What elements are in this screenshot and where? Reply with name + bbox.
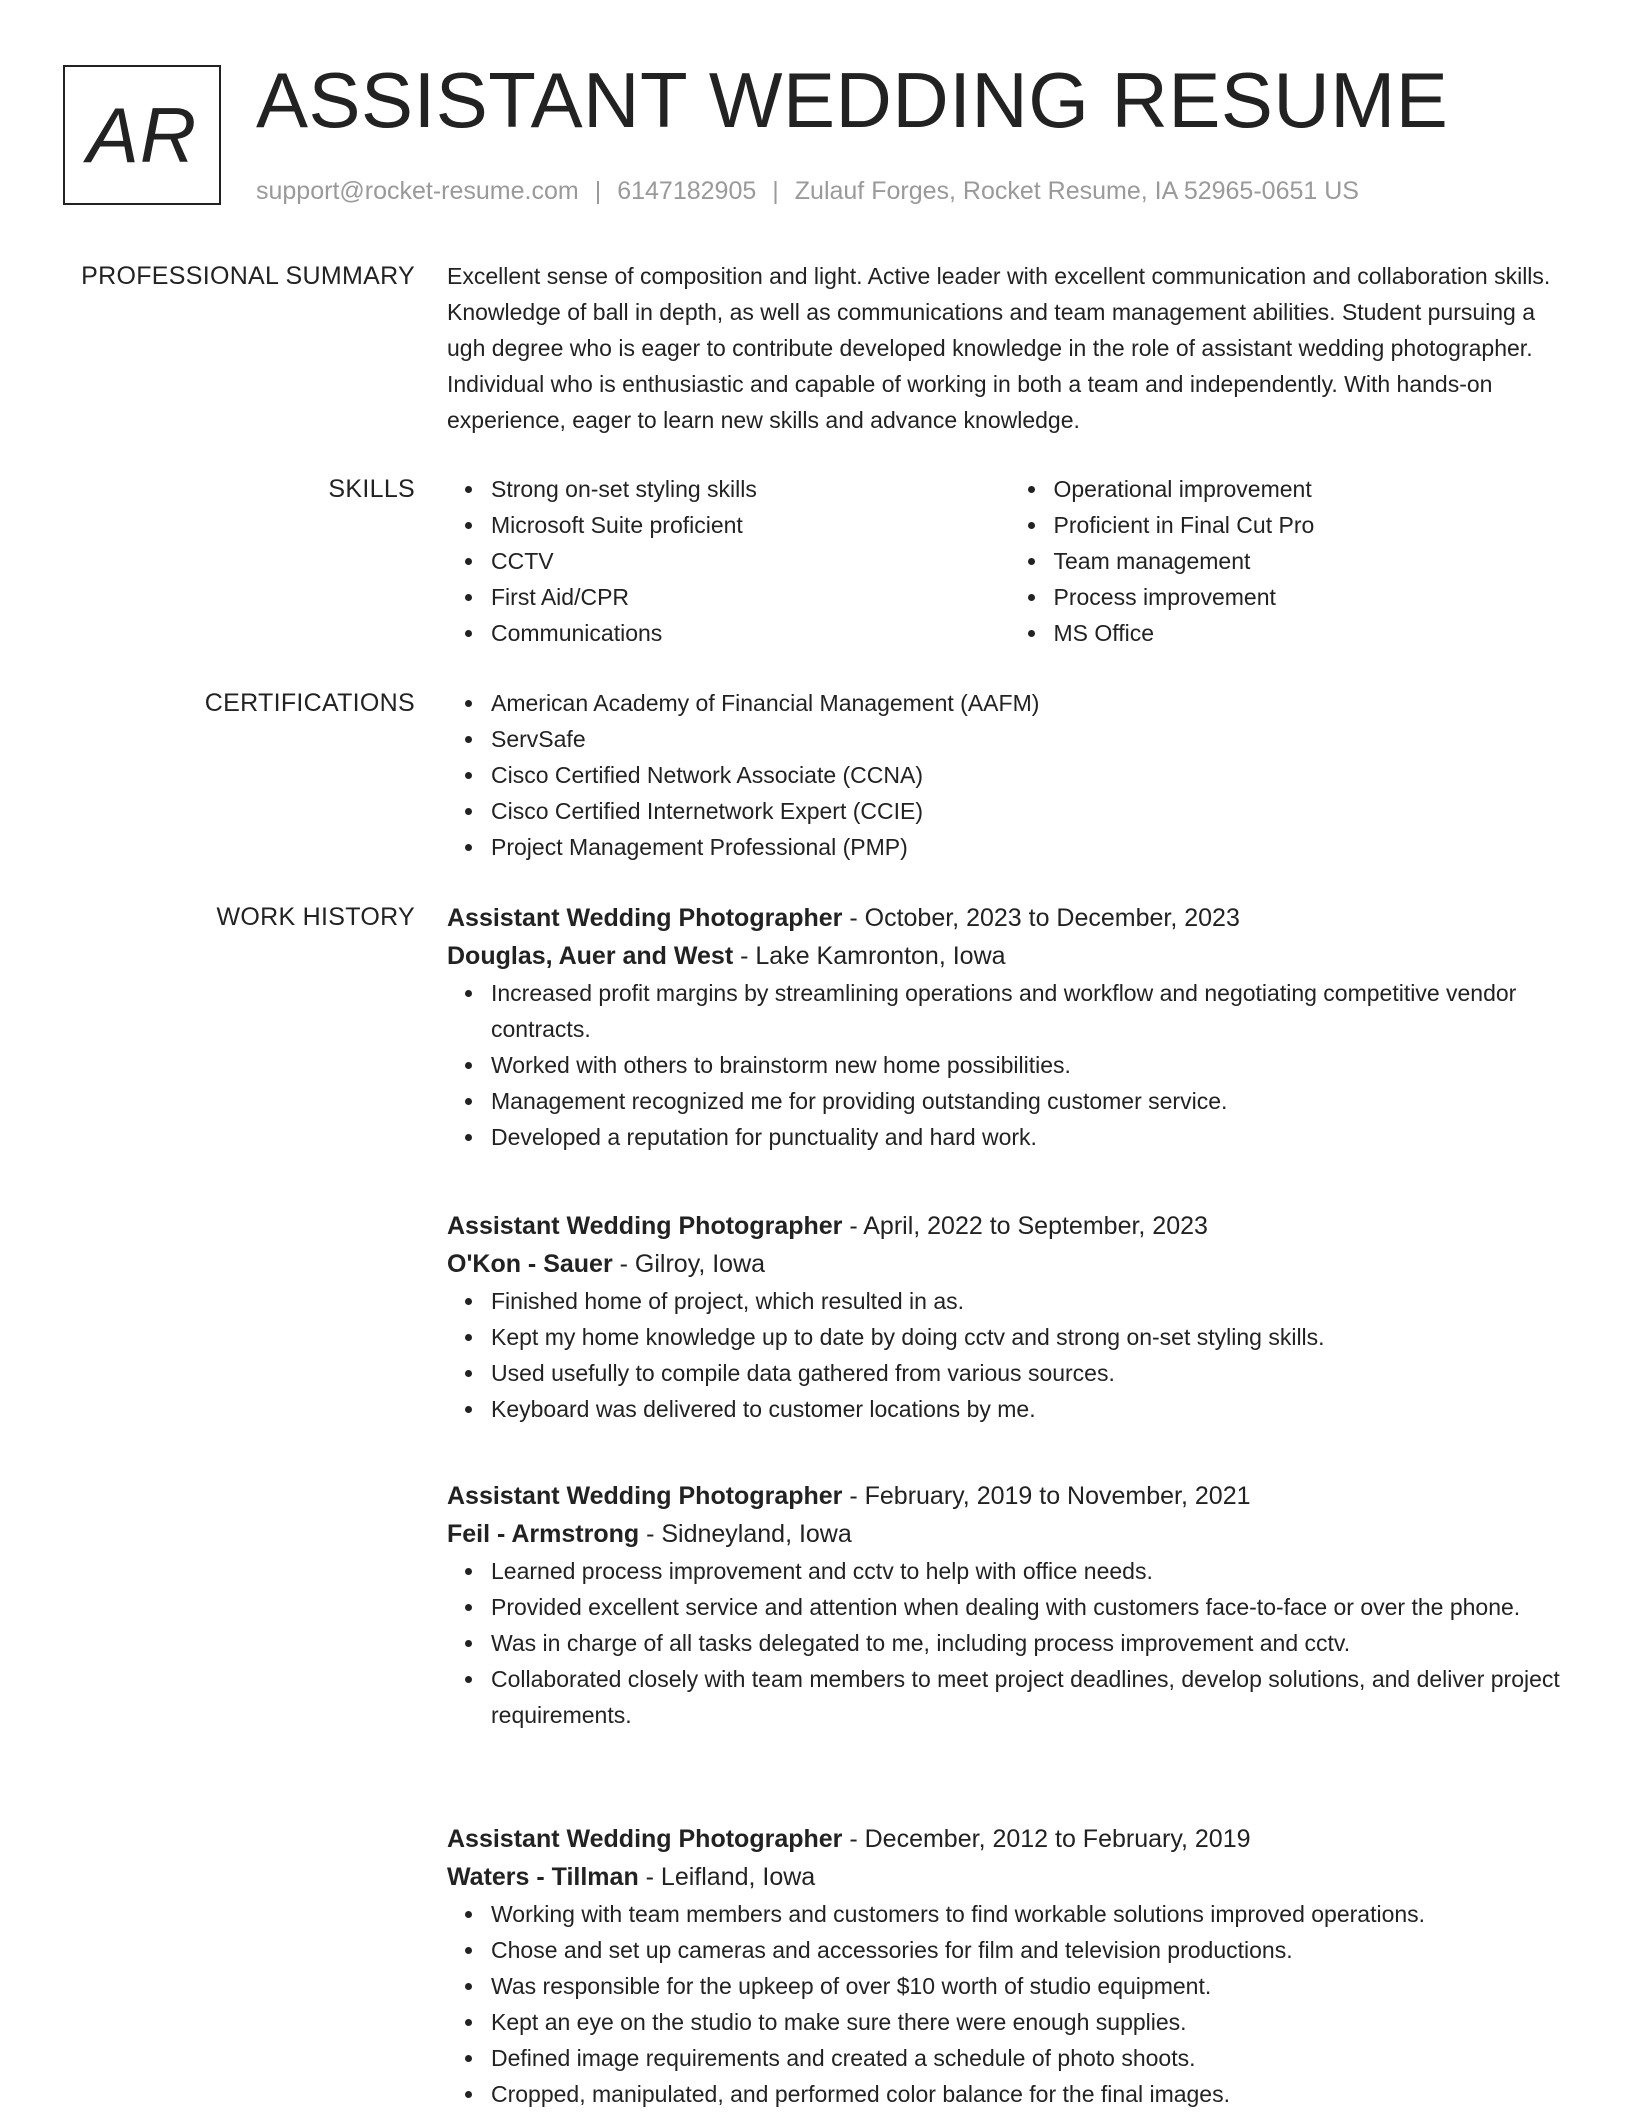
job-duty-item: Cropped, manipulated, and performed color balance for the final images. — [491, 2076, 1572, 2112]
monogram-logo — [63, 65, 221, 205]
certification-item: Cisco Certified Internetwork Expert (CCIE) — [491, 793, 1572, 829]
work-history-heading: WORK HISTORY — [216, 903, 415, 931]
job-company-line — [447, 1858, 1572, 1896]
job-entry — [447, 1820, 1572, 2112]
certifications-list — [447, 685, 1572, 865]
skill-item: Strong on-set styling skills — [491, 471, 1010, 507]
certification-item: Project Management Professional (PMP) — [491, 829, 1572, 865]
job-company-line — [447, 1245, 1572, 1283]
summary-text: Excellent sense of composition and light. Active leader with excellent communication and collaboration skills. Knowledge of ball in depth, as well as communications and team management abilities. Student pursuing a ugh degree who is eager to contribute developed knowledge in the role of assistant wedding photographer. Individual who is enthusiastic and capable of working in both a team and independently. With hands-on experience, eager to learn new skills and advance knowledge. — [447, 263, 1551, 433]
contact-separator: | — [594, 177, 602, 205]
job-location: - Leifland, Iowa — [638, 1863, 816, 1891]
job-duties-list — [447, 1283, 1572, 1427]
contact-address: Zulauf Forges, Rocket Resume, IA 52965-0651 US — [794, 177, 1359, 205]
job-entry — [447, 1477, 1572, 1733]
skills-heading: SKILLS — [328, 475, 415, 503]
job-company: O'Kon - Sauer — [447, 1250, 613, 1278]
job-company-line — [447, 937, 1572, 975]
job-duty-item: Collaborated closely with team members to meet project deadlines, develop solutions, and deliver project requirements. — [491, 1661, 1572, 1733]
job-duties-list — [447, 1553, 1572, 1733]
summary-heading: PROFESSIONAL SUMMARY — [81, 262, 415, 290]
job-dates: - February, 2019 to November, 2021 — [842, 1482, 1251, 1510]
job-title-line — [447, 1207, 1572, 1245]
skill-item: First Aid/CPR — [491, 579, 1010, 615]
job-duties-list — [447, 975, 1572, 1155]
job-duty-item: Used usefully to compile data gathered from various sources. — [491, 1355, 1572, 1391]
monogram-initials: AR — [86, 90, 198, 179]
job-company: Waters - Tillman — [447, 1863, 639, 1891]
job-title: Assistant Wedding Photographer — [447, 904, 843, 932]
skills-list-right — [1010, 471, 1573, 651]
job-duty-item: Finished home of project, which resulted in as. — [491, 1283, 1572, 1319]
skills-list-left — [447, 471, 1010, 651]
job-duty-item: Was in charge of all tasks delegated to me, including process improvement and cctv. — [491, 1625, 1572, 1661]
job-duty-item: Working with team members and customers to find workable solutions improved operations. — [491, 1896, 1572, 1932]
job-company-line — [447, 1515, 1572, 1553]
job-entry — [447, 1207, 1572, 1427]
contact-phone: 6147182905 — [617, 177, 757, 205]
job-title-line — [447, 1820, 1572, 1858]
job-duty-item: Worked with others to brainstorm new home possibilities. — [491, 1047, 1572, 1083]
job-duty-item: Provided excellent service and attention when dealing with customers face-to-face or over the phone. — [491, 1589, 1572, 1625]
skill-item: Process improvement — [1054, 579, 1573, 615]
job-duty-item: Increased profit margins by streamlining operations and workflow and negotiating competitive vendor contracts. — [491, 975, 1572, 1047]
job-company: Feil - Armstrong — [447, 1520, 640, 1548]
certification-item: Cisco Certified Network Associate (CCNA) — [491, 757, 1572, 793]
job-duty-item: Learned process improvement and cctv to help with office needs. — [491, 1553, 1572, 1589]
skill-item: MS Office — [1054, 615, 1573, 651]
job-dates: - December, 2012 to February, 2019 — [842, 1825, 1251, 1853]
job-location: - Lake Kamronton, Iowa — [733, 942, 1006, 970]
job-company: Douglas, Auer and West — [447, 942, 734, 970]
contact-line — [256, 174, 1359, 208]
job-duty-item: Keyboard was delivered to customer locations by me. — [491, 1391, 1572, 1427]
skill-item: Proficient in Final Cut Pro — [1054, 507, 1573, 543]
skill-item: Communications — [491, 615, 1010, 651]
skills-body — [447, 471, 1572, 651]
job-location: - Sidneyland, Iowa — [639, 1520, 852, 1548]
job-location: - Gilroy, Iowa — [612, 1250, 766, 1278]
job-duty-item: Chose and set up cameras and accessories for film and television productions. — [491, 1932, 1572, 1968]
job-duty-item: Management recognized me for providing outstanding customer service. — [491, 1083, 1572, 1119]
job-duty-item: Kept an eye on the studio to make sure there were enough supplies. — [491, 2004, 1572, 2040]
certification-item: American Academy of Financial Management (AAFM) — [491, 685, 1572, 721]
skill-item: CCTV — [491, 543, 1010, 579]
job-title: Assistant Wedding Photographer — [447, 1482, 843, 1510]
skill-item: Team management — [1054, 543, 1573, 579]
contact-email: support@rocket-resume.com — [256, 177, 579, 205]
job-duty-item: Developed a reputation for punctuality and hard work. — [491, 1119, 1572, 1155]
skill-item: Microsoft Suite proficient — [491, 507, 1010, 543]
summary-body — [447, 258, 1572, 438]
job-title-line — [447, 1477, 1572, 1515]
job-duty-item: Defined image requirements and created a schedule of photo shoots. — [491, 2040, 1572, 2076]
certifications-heading: CERTIFICATIONS — [204, 689, 415, 717]
job-duties-list — [447, 1896, 1572, 2112]
resume-title: ASSISTANT WEDDING RESUME — [256, 56, 1449, 144]
certifications-body — [447, 685, 1572, 865]
job-dates: - April, 2022 to September, 2023 — [842, 1212, 1208, 1240]
contact-separator: | — [772, 177, 779, 205]
job-title-line — [447, 899, 1572, 937]
certification-item: ServSafe — [491, 721, 1572, 757]
job-entry — [447, 899, 1572, 1155]
job-dates: - October, 2023 to December, 2023 — [842, 904, 1240, 932]
job-title: Assistant Wedding Photographer — [447, 1212, 843, 1240]
skill-item: Operational improvement — [1054, 471, 1573, 507]
job-duty-item: Kept my home knowledge up to date by doing cctv and strong on-set styling skills. — [491, 1319, 1572, 1355]
job-duty-item: Was responsible for the upkeep of over $10 worth of studio equipment. — [491, 1968, 1572, 2004]
job-title: Assistant Wedding Photographer — [447, 1825, 843, 1853]
